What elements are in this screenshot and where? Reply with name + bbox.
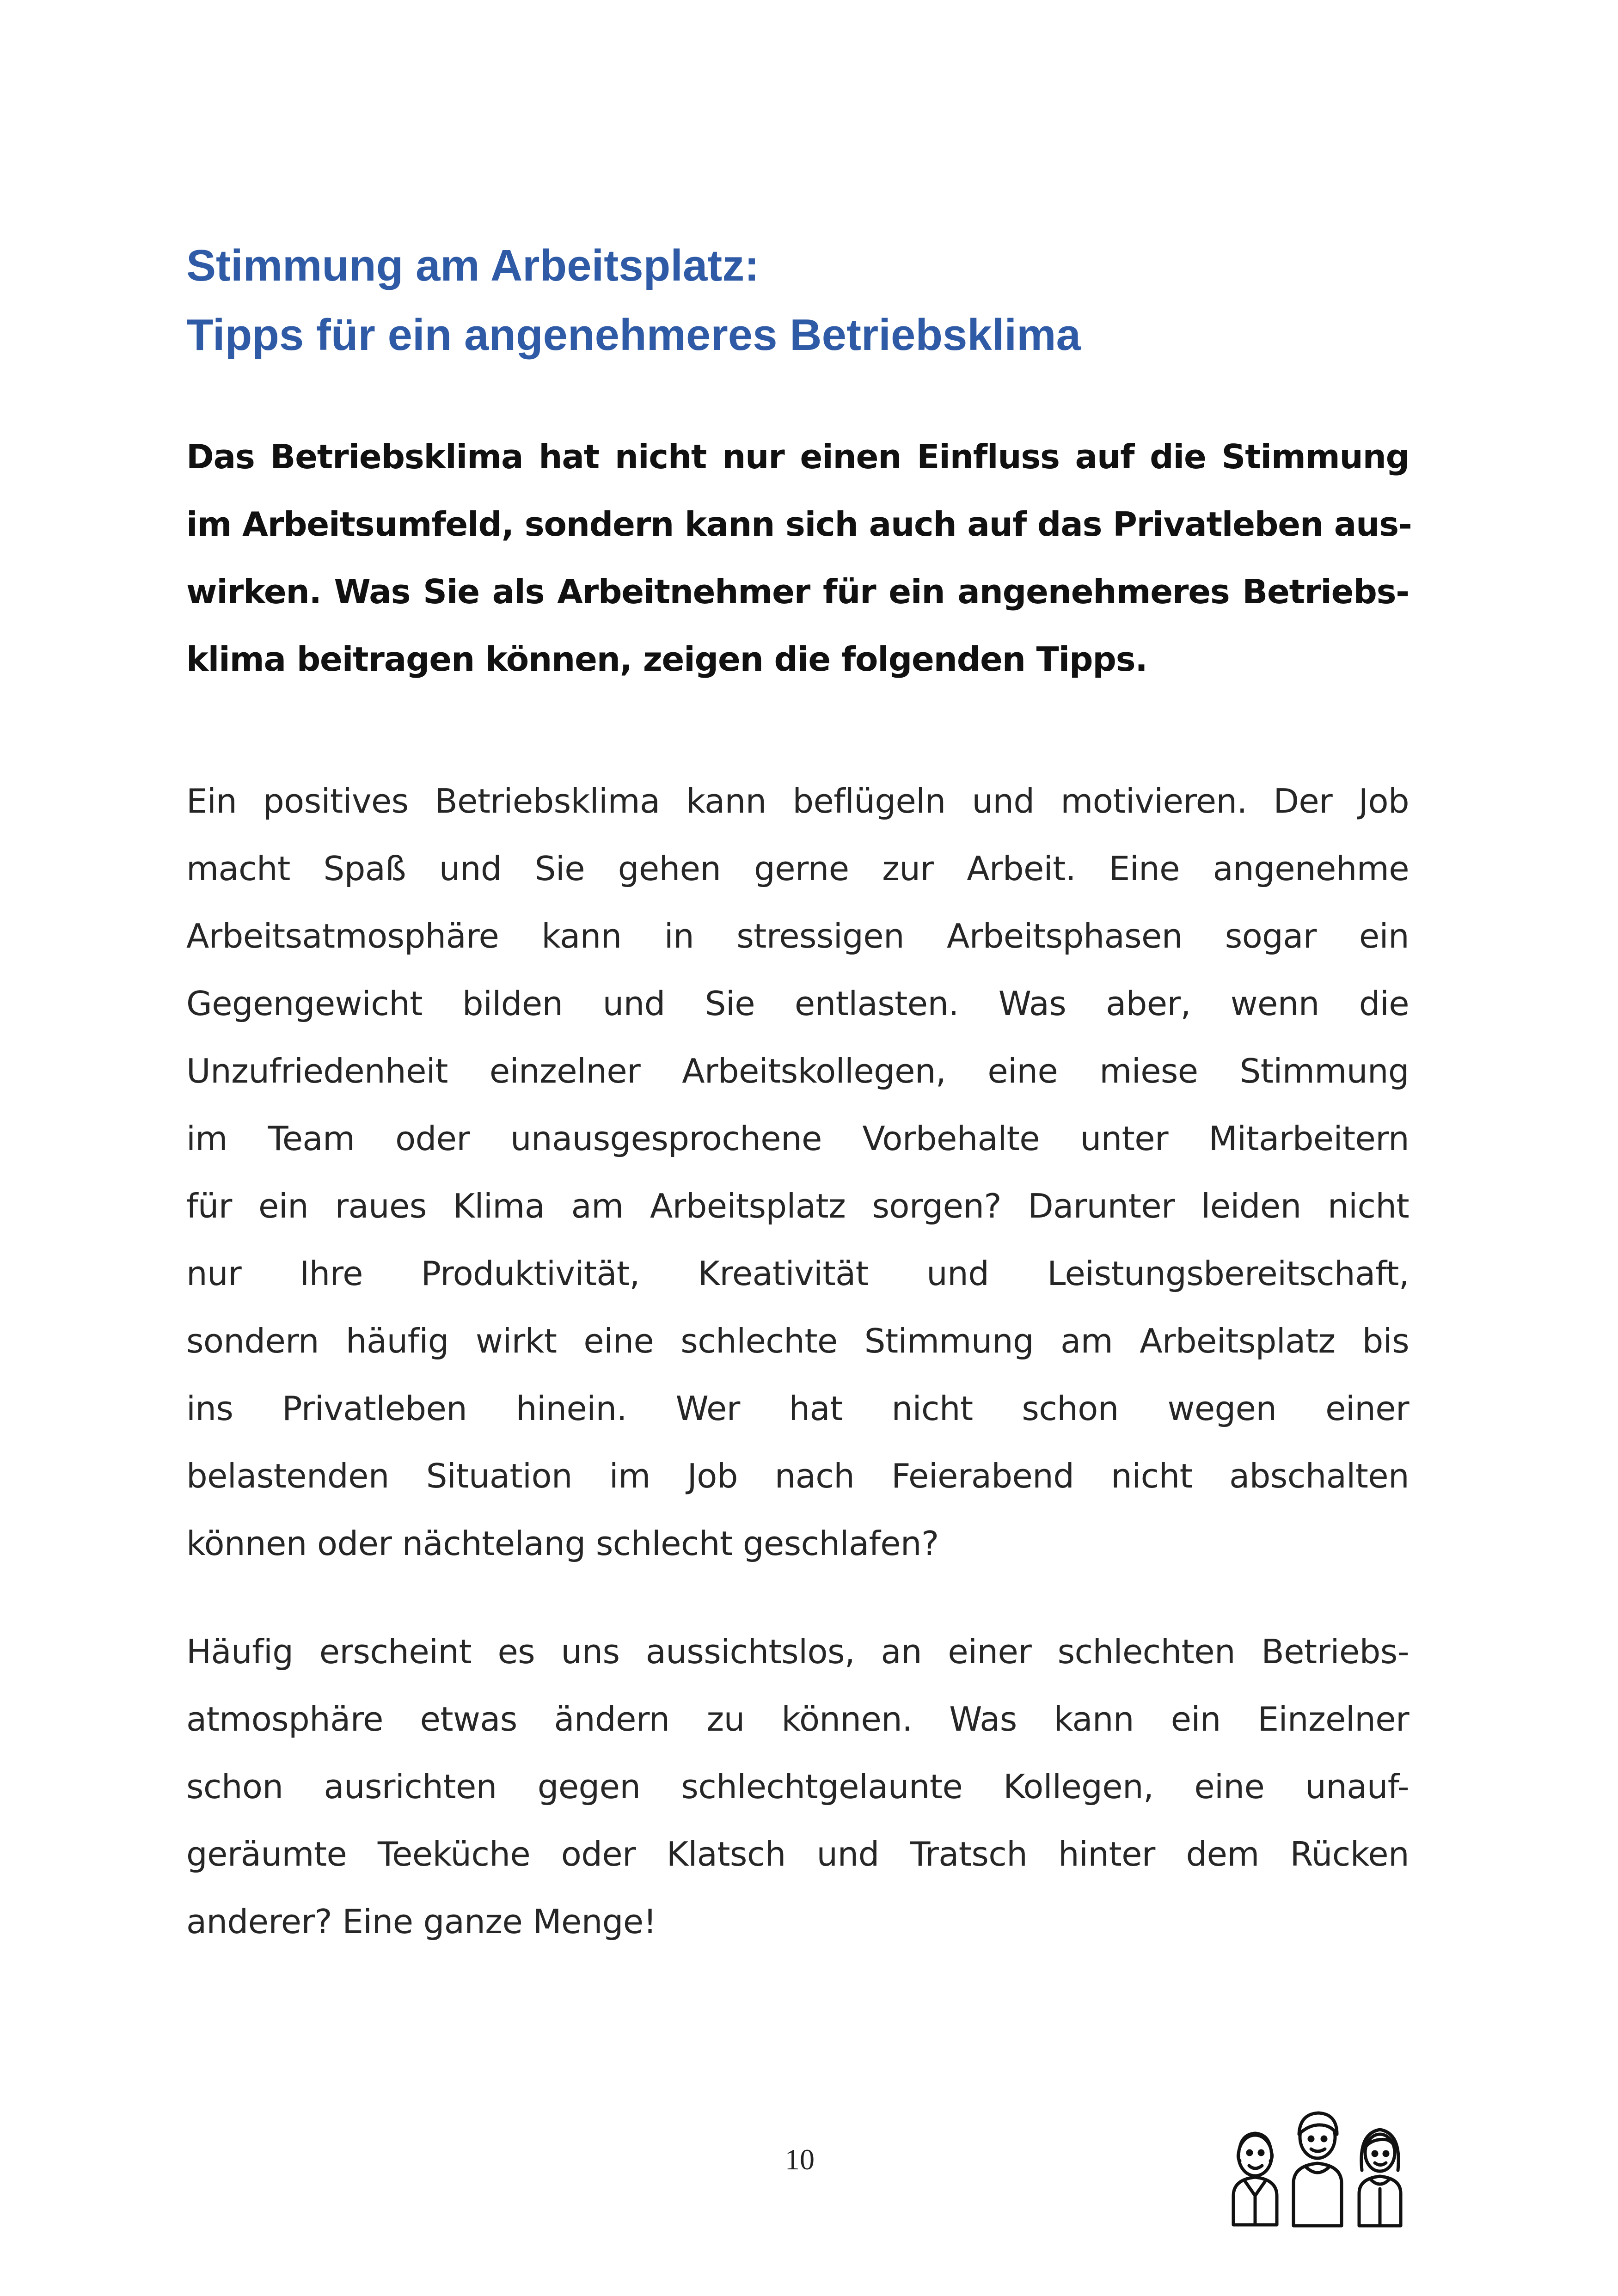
body-paragraph-2 [186,1618,1409,1955]
page-heading [186,231,1434,370]
lead-line: wirken. Was Sie als Arbeitnehmer für ein angenehmeres Betriebs- [186,572,1409,611]
person-left-icon [1233,2133,1277,2225]
heading-line-2: Tipps für ein angenehmeres Betriebsklima [186,310,1081,360]
paragraph-line: können oder nächtelang schlecht geschlafen? [186,1524,939,1563]
person-middle-icon [1293,2113,1342,2226]
paragraph-line: anderer? Eine ganze Menge! [186,1902,656,1941]
paragraph-line: macht Spaß und Sie gehen gerne zur Arbeit. Eine angenehme [186,849,1409,888]
paragraph-line: ins Privatleben hinein. Wer hat nicht schon wegen einer [186,1389,1409,1428]
page-number: 10 [785,2143,815,2176]
paragraph-line: Unzufriedenheit einzelner Arbeitskollegen, eine miese Stimmung [186,1052,1409,1090]
lead-line: klima beitragen können, zeigen die folgenden Tipps. [186,640,1147,679]
three-people-icon [1220,2101,1415,2230]
paragraph-line: belastenden Situation im Job nach Feierabend nicht abschalten [186,1457,1409,1495]
paragraph-line: für ein raues Klima am Arbeitsplatz sorgen? Darunter leiden nicht [186,1187,1409,1225]
person-right-icon [1359,2130,1401,2226]
paragraph-line: sondern häufig wirkt eine schlechte Stimmung am Arbeitsplatz bis [186,1322,1409,1360]
paragraph-line: nur Ihre Produktivität, Kreativität und Leistungsbereitschaft, [186,1254,1409,1293]
lead-paragraph [186,423,1412,693]
body-paragraph-1 [186,767,1409,1577]
paragraph-line: Häufig erscheint es uns aussichtslos, an einer schlechten Betriebs- [186,1632,1409,1671]
paragraph-line: atmosphäre etwas ändern zu können. Was kann ein Einzelner [186,1700,1409,1739]
lead-line: im Arbeitsumfeld, sondern kann sich auch auf das Privatleben aus- [186,505,1412,544]
heading-line-1: Stimmung am Arbeitsplatz: [186,241,760,290]
paragraph-line: Ein positives Betriebsklima kann beflügeln und motivieren. Der Job [186,782,1409,820]
paragraph-line: Arbeitsatmosphäre kann in stressigen Arbeitsphasen sogar ein [186,917,1409,955]
paragraph-line: schon ausrichten gegen schlechtgelaunte Kollegen, eine unauf- [186,1767,1409,1806]
lead-line: Das Betriebsklima hat nicht nur einen Einfluss auf die Stimmung [186,437,1409,476]
paragraph-line: geräumte Teeküche oder Klatsch und Tratsch hinter dem Rücken [186,1835,1409,1874]
paragraph-line: Gegengewicht bilden und Sie entlasten. Was aber, wenn die [186,984,1409,1023]
paragraph-line: im Team oder unausgesprochene Vorbehalte unter Mitarbeitern [186,1119,1409,1158]
